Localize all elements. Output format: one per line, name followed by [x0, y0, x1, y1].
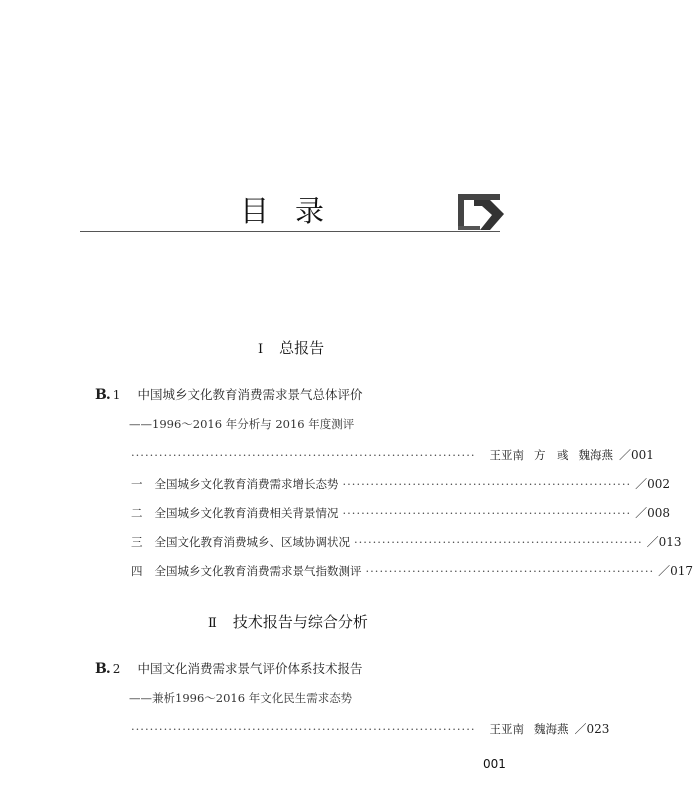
- chapter-entry-2[interactable]: [95, 658, 362, 677]
- leader-dots: ··········································································: [131, 448, 476, 462]
- part-title: 总报告: [279, 339, 325, 357]
- part-heading-2[interactable]: [208, 611, 368, 632]
- chapter-authors-row[interactable]: [131, 446, 654, 463]
- section-entry[interactable]: [131, 475, 671, 492]
- chapter-title: 中国文化消费需求景气评价体系技术报告: [137, 661, 363, 676]
- section-entry[interactable]: [131, 504, 671, 521]
- chapter-code: B.: [95, 661, 110, 677]
- page-number: ／008: [635, 506, 671, 520]
- page-title: 目录: [239, 194, 350, 228]
- author: 王亚南: [489, 722, 525, 736]
- chapter-authors-row[interactable]: [131, 720, 610, 737]
- chapter-entry-1[interactable]: [95, 384, 362, 403]
- chapter-code: B.: [95, 387, 110, 403]
- leader-dots: ······························································: [342, 506, 632, 520]
- page-number: ／023: [574, 722, 610, 736]
- section-number: 四: [131, 564, 143, 578]
- section-number: 二: [131, 506, 143, 520]
- section-title: 全国城乡文化教育消费相关背景情况: [154, 506, 339, 520]
- folio-page-number: 001: [483, 757, 506, 771]
- section-number: 三: [131, 535, 143, 549]
- author: 王亚南: [489, 448, 525, 462]
- part-heading-1[interactable]: [258, 337, 324, 358]
- author-list: [480, 721, 569, 737]
- section-number: 一: [131, 477, 143, 491]
- leader-dots: ······························································: [354, 535, 643, 549]
- section-title: 全国文化教育消费城乡、区域协调状况: [154, 535, 350, 549]
- leader-dots: ··········································································: [131, 722, 476, 736]
- part-numeral: Ⅰ: [258, 342, 264, 357]
- author: 魏海燕: [534, 722, 569, 736]
- author-list: [480, 447, 614, 463]
- page-number: ／001: [619, 448, 654, 462]
- section-entry[interactable]: [131, 533, 682, 550]
- chapter-subtitle: ——兼析1996～2016 年文化民生需求态势: [129, 691, 353, 705]
- chapter-number: 1: [112, 388, 121, 402]
- chapter-title: 中国城乡文化教育消费需求景气总体评价: [137, 387, 363, 402]
- chapter-number: 2: [112, 662, 121, 676]
- author: 魏海燕: [578, 448, 614, 462]
- section-title: 全国城乡文化教育消费需求景气指数测评: [154, 564, 362, 578]
- section-entry[interactable]: [131, 562, 693, 579]
- page-number: ／017: [658, 564, 693, 578]
- chapter-subtitle: ——1996～2016 年分析与 2016 年度测评: [129, 417, 355, 431]
- page-number: ／002: [635, 477, 671, 491]
- part-title: 技术报告与综合分析: [232, 613, 368, 631]
- leader-dots: ······························································: [365, 564, 655, 578]
- section-title: 全国城乡文化教育消费需求增长态势: [154, 477, 339, 491]
- page-number: ／013: [646, 535, 682, 549]
- title-rule: [80, 231, 500, 232]
- book-series-logo: [456, 186, 506, 236]
- leader-dots: ······························································: [342, 477, 632, 491]
- part-numeral: Ⅱ: [208, 616, 217, 631]
- author: 方 彧: [534, 448, 569, 462]
